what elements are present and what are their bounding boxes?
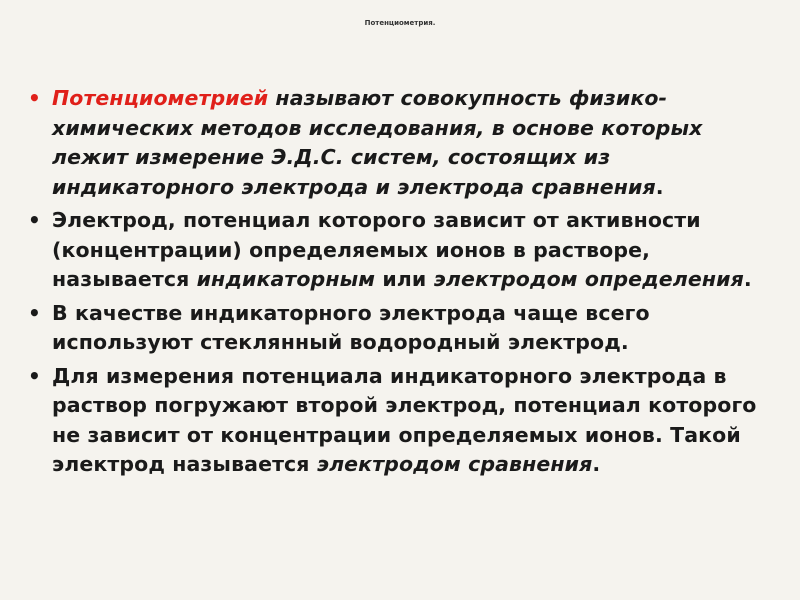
reference-text: Для измерения потенциала индикаторного электрода в раствор погружают второй электрод, потенциал которого не зависит от концентрации определяемых ионов. Такой электрод называется: [52, 363, 757, 476]
definition-end: .: [655, 174, 664, 199]
determination-electrode-term: электродом определения: [433, 267, 744, 291]
bullet-glass-electrode: [52, 299, 782, 358]
bullet-list: [52, 84, 782, 484]
glass-electrode-text: В качестве индикаторного электрода чаще всего используют стеклянный водородный электрод.: [52, 300, 650, 354]
bullet-reference-electrode: [52, 362, 782, 480]
bullet-indicator-electrode: [52, 206, 782, 295]
term-potentiometry: Потенциометрией: [52, 86, 269, 110]
slide-title: Потенциометрия.: [364, 19, 436, 27]
reference-end: .: [592, 452, 601, 476]
indicator-end: .: [743, 267, 752, 291]
bullet-definition: [52, 84, 782, 202]
reference-term: электродом сравнения: [316, 452, 593, 476]
indicator-or: или: [375, 267, 434, 291]
definition-text: называют совокупность физико-химических методов исследования, в основе которых лежит измерение Э.Д.С. систем, состоящих из индикаторного электрода и электрода сравнения: [52, 86, 703, 199]
indicator-term: индикаторным: [196, 267, 376, 291]
indicator-text: Электрод, потенциал которого зависит от активности (концентрации) определяемых ионов в растворе, называется: [52, 208, 701, 291]
